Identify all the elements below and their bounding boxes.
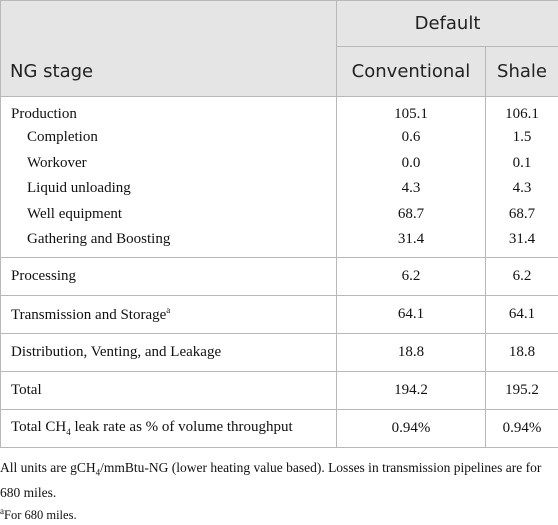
shale-value: 31.4 (486, 227, 558, 257)
row-label-post: leak rate as % of volume throughput (71, 419, 293, 435)
row-label-pre: Total CH (11, 419, 66, 435)
header-row-columns (1, 47, 558, 97)
shale-value: 1.5 (486, 125, 558, 151)
header-ng-stage: NG stage (1, 47, 337, 97)
header-conventional: Conventional (337, 47, 486, 97)
table-row (1, 227, 558, 257)
row-label: Distribution, Venting, and Leakage (1, 333, 337, 371)
units-note (0, 458, 556, 502)
shale-value: 4.3 (486, 176, 558, 202)
row-label (1, 409, 337, 447)
shale-value: 6.2 (486, 257, 558, 295)
table-row (1, 409, 558, 447)
conventional-value: 18.8 (337, 333, 486, 371)
row-label-subscript: 4 (66, 427, 71, 437)
conventional-value: 105.1 (337, 97, 486, 126)
row-label: Processing (1, 257, 337, 295)
row-label: Workover (1, 151, 337, 177)
table-row (1, 97, 558, 126)
conventional-value: 194.2 (337, 371, 486, 409)
table-row (1, 202, 558, 228)
table-footnotes (0, 458, 556, 525)
units-note-post: /mmBtu-NG (lower heating value based). Losses in transmission pipelines are for 680 miles. (0, 460, 541, 500)
shale-value: 195.2 (486, 371, 558, 409)
shale-value: 0.1 (486, 151, 558, 177)
conventional-value: 4.3 (337, 176, 486, 202)
footnote-mark: a (166, 305, 170, 315)
table-row (1, 125, 558, 151)
table-row (1, 151, 558, 177)
shale-value: 0.94% (486, 409, 558, 447)
shale-value: 106.1 (486, 97, 558, 126)
table-row (1, 333, 558, 371)
table-row (1, 371, 558, 409)
footnote-a (0, 502, 556, 525)
conventional-value: 68.7 (337, 202, 486, 228)
conventional-value: 0.94% (337, 409, 486, 447)
conventional-value: 0.0 (337, 151, 486, 177)
header-shale: Shale (486, 47, 558, 97)
row-label: Total (1, 371, 337, 409)
row-label: Production (1, 97, 337, 126)
row-label: Well equipment (1, 202, 337, 228)
table-row (1, 257, 558, 295)
footnote-a-text: For 680 miles. (4, 508, 77, 522)
header-default: Default (337, 1, 558, 47)
row-label: Completion (1, 125, 337, 151)
conventional-value: 31.4 (337, 227, 486, 257)
units-note-subscript: 4 (96, 468, 101, 478)
footnote-a-mark: a (0, 506, 4, 516)
row-label: Gathering and Boosting (1, 227, 337, 257)
shale-value: 68.7 (486, 202, 558, 228)
table-row (1, 295, 558, 333)
units-note-pre: All units are gCH (0, 460, 96, 475)
conventional-value: 6.2 (337, 257, 486, 295)
table-row (1, 176, 558, 202)
header-row-group (1, 1, 558, 47)
row-label (1, 295, 337, 333)
row-label: Liquid unloading (1, 176, 337, 202)
shale-value: 64.1 (486, 295, 558, 333)
row-label-text: Transmission and Storage (11, 307, 166, 323)
conventional-value: 64.1 (337, 295, 486, 333)
conventional-value: 0.6 (337, 125, 486, 151)
shale-value: 18.8 (486, 333, 558, 371)
header-empty-cell (1, 1, 337, 47)
